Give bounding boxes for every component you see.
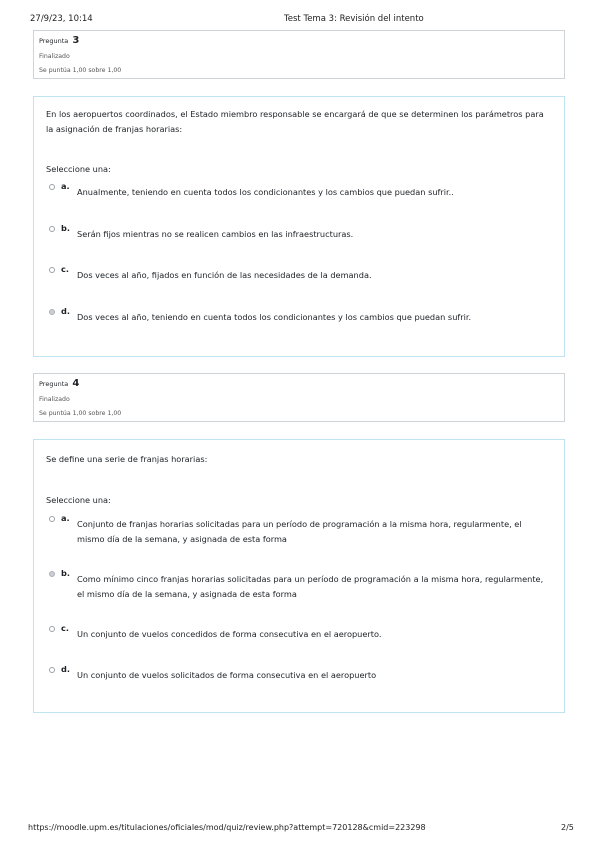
question-4-content xyxy=(33,439,565,713)
radio-button[interactable] xyxy=(49,226,55,232)
question-number xyxy=(39,378,79,389)
option-letter: b. xyxy=(61,568,70,578)
question-state: Finalizado xyxy=(39,53,70,60)
option-letter: a. xyxy=(61,181,70,191)
question-state: Finalizado xyxy=(39,396,70,403)
option-text: Conjunto de franjas horarias solicitadas para un período de programación a la misma hora, regularmente, el mismo día de la semana, y asignada de esta forma xyxy=(77,519,522,544)
answer-option-c[interactable] xyxy=(46,624,554,654)
option-text: Anualmente, teniendo en cuenta todos los condicionantes y los cambios que puedan sufrir.. xyxy=(77,187,454,197)
radio-button[interactable] xyxy=(49,667,55,673)
option-text: Como mínimo cinco franjas horarias solicitadas para un período de programación a la misma hora, regularmente, el mismo día de la semana, y asignada de esta forma xyxy=(77,574,544,599)
option-text: Un conjunto de vuelos concedidos de forma consecutiva en el aeropuerto. xyxy=(77,629,382,639)
option-letter: d. xyxy=(61,306,70,316)
radio-button[interactable] xyxy=(49,626,55,632)
answer-prompt: Seleccione una: xyxy=(46,164,111,174)
question-label: Pregunta xyxy=(39,380,69,388)
question-number xyxy=(39,35,79,46)
answer-option-d[interactable] xyxy=(46,665,554,695)
option-text: Serán fijos mientras no se realicen cambios en las infraestructuras. xyxy=(77,229,354,239)
question-text: En los aeropuertos coordinados, el Estado miembro responsable se encargará de que se determinen los parámetros para la asignación de franjas horarias: xyxy=(46,109,544,134)
page-title: Test Tema 3: Revisión del intento xyxy=(284,14,424,24)
option-text: Un conjunto de vuelos solicitados de forma consecutiva en el aeropuerto xyxy=(77,670,377,680)
option-text: Dos veces al año, teniendo en cuenta todos los condicionantes y los cambios que puedan sufrir. xyxy=(77,312,472,322)
question-grade: Se puntúa 1,00 sobre 1,00 xyxy=(39,67,122,74)
question-number-value: 4 xyxy=(72,378,80,389)
answer-option-d[interactable] xyxy=(46,307,554,337)
print-datetime: 27/9/23, 10:14 xyxy=(30,14,93,24)
radio-button-selected[interactable] xyxy=(49,571,55,577)
page-number: 2/5 xyxy=(561,823,574,832)
radio-button[interactable] xyxy=(49,184,55,190)
page-url: https://moodle.upm.es/titulaciones/oficiales/mod/quiz/review.php?attempt=720128&cmid=223298 xyxy=(28,823,426,832)
answer-option-b[interactable] xyxy=(46,569,554,599)
option-letter: a. xyxy=(61,513,70,523)
question-3-info xyxy=(33,30,565,79)
question-grade: Se puntúa 1,00 sobre 1,00 xyxy=(39,410,122,417)
option-letter: d. xyxy=(61,664,70,674)
radio-button[interactable] xyxy=(49,267,55,273)
option-letter: c. xyxy=(61,623,69,633)
answer-option-b[interactable] xyxy=(46,224,554,254)
option-text: Dos veces al año, fijados en función de las necesidades de la demanda. xyxy=(77,270,372,280)
radio-button[interactable] xyxy=(49,516,55,522)
question-4-info xyxy=(33,373,565,422)
question-number-value: 3 xyxy=(72,35,80,46)
answer-prompt: Seleccione una: xyxy=(46,495,111,505)
radio-button-selected[interactable] xyxy=(49,309,55,315)
option-letter: c. xyxy=(61,264,69,274)
option-letter: b. xyxy=(61,223,70,233)
question-text: Se define una serie de franjas horarias: xyxy=(46,454,208,464)
answer-option-a[interactable] xyxy=(46,182,554,212)
answer-option-a[interactable] xyxy=(46,514,554,544)
question-label: Pregunta xyxy=(39,37,69,45)
question-3-content xyxy=(33,96,565,357)
answer-option-c[interactable] xyxy=(46,265,554,295)
